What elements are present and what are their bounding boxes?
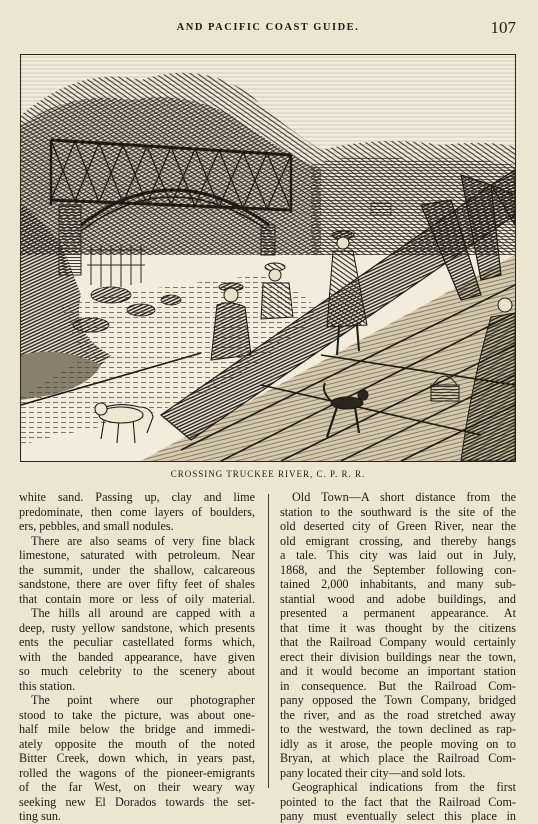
- text-line: pany located their city—and sold lots.: [280, 765, 466, 780]
- text-line: There are also seams of very fine black: [31, 533, 255, 548]
- text-line: tained 2,000 inhabitants, and many sub-: [280, 577, 516, 591]
- text-line: in consequence. But the Railroad Com-: [280, 678, 516, 693]
- text-line: 1868, and the September following con-: [280, 562, 516, 577]
- text-line: sandstone, there are over fifty feet of shales: [19, 577, 255, 591]
- text-columns: [19, 490, 517, 823]
- column-rule: [268, 494, 269, 788]
- text-line: the river, and as the road stretched away: [280, 707, 516, 722]
- text-line: the summit, under the shallow, calcareous: [19, 562, 255, 577]
- text-line: Bitter Creek, down which, in years past,: [19, 751, 255, 765]
- text-line: that contain more or less of oily material.: [19, 591, 255, 606]
- text-line: pany must eventually select this place in: [280, 809, 516, 823]
- text-line: idly as it arose, the people moving on to: [280, 736, 516, 751]
- illustration-caption: CROSSING TRUCKEE RIVER, C. P. R. R.: [170, 469, 366, 479]
- text-line: stood to take the picture, was about one-: [19, 707, 255, 722]
- text-line: that time it was thought by the citizens: [280, 620, 516, 635]
- text-line: ents the peculiar castellated forms which,: [19, 635, 255, 649]
- text-line: ting sun.: [19, 809, 61, 823]
- text-line: half mile below the bridge and immedi-: [19, 722, 255, 736]
- text-line: The point where our photographer: [31, 693, 255, 707]
- bridge-pier-left: [59, 205, 81, 275]
- engraving-crossing-truckee-river: [20, 54, 516, 462]
- left-column: [19, 490, 255, 824]
- text-line: station to the southward is the site of the: [280, 504, 516, 519]
- text-line: limestone, saturated with petroleum. Near: [19, 548, 255, 562]
- text-line: The hills all around are capped with a: [31, 606, 255, 620]
- running-title: AND PACIFIC COAST GUIDE.: [176, 22, 360, 33]
- text-line: that the Railroad Company would certainly: [280, 635, 516, 649]
- page-number: 107: [490, 18, 516, 37]
- text-line: this station.: [19, 678, 76, 693]
- text-line: rolled the wagons of the pioneer-emigrants: [19, 765, 255, 780]
- text-line: ately opposite the mouth of the noted: [19, 736, 255, 751]
- text-line: seeking new El Dorados towards the set-: [19, 794, 255, 809]
- text-line: predominate, then come layers of boulders,: [19, 504, 255, 519]
- text-line: erect their division buildings near the town,: [280, 649, 516, 664]
- text-line: Bryan, at which place the Railroad Com-: [280, 751, 516, 765]
- text-line: a tale. This city was laid out in July,: [280, 548, 516, 562]
- text-line: ers, pebbles, and small nodules.: [19, 519, 174, 533]
- text-line: presented a permanent appearance. At: [280, 606, 516, 620]
- text-line: with the banded appearance, have given: [19, 649, 255, 664]
- text-line: to the westward, the town declined as rap-: [280, 722, 516, 736]
- text-line: Old Town—A short distance from the: [292, 490, 516, 504]
- text-line: deep, rusty yellow sandstone, which presents: [19, 620, 255, 635]
- text-line: and it would become an important station: [280, 664, 516, 678]
- running-head: [20, 18, 516, 40]
- cabin: [371, 203, 391, 215]
- text-line: pointed to the fact that the Railroad Com-: [280, 794, 516, 809]
- text-line: white sand. Passing up, clay and lime: [19, 490, 255, 504]
- text-line: old deserted city of Green River, near the: [280, 519, 516, 533]
- text-line: of the far West, on their weary way: [19, 780, 255, 794]
- text-line: pany opposed the Town Company, bridged: [280, 693, 516, 707]
- text-line: Geographical indications from the first: [292, 780, 516, 794]
- right-column: [280, 490, 516, 824]
- text-line: old emigrant crossing, and thereby hangs: [280, 533, 516, 548]
- text-line: stantial wood and adobe buildings, and: [280, 591, 516, 606]
- text-line: so much celebrity to the scenery about: [19, 664, 255, 678]
